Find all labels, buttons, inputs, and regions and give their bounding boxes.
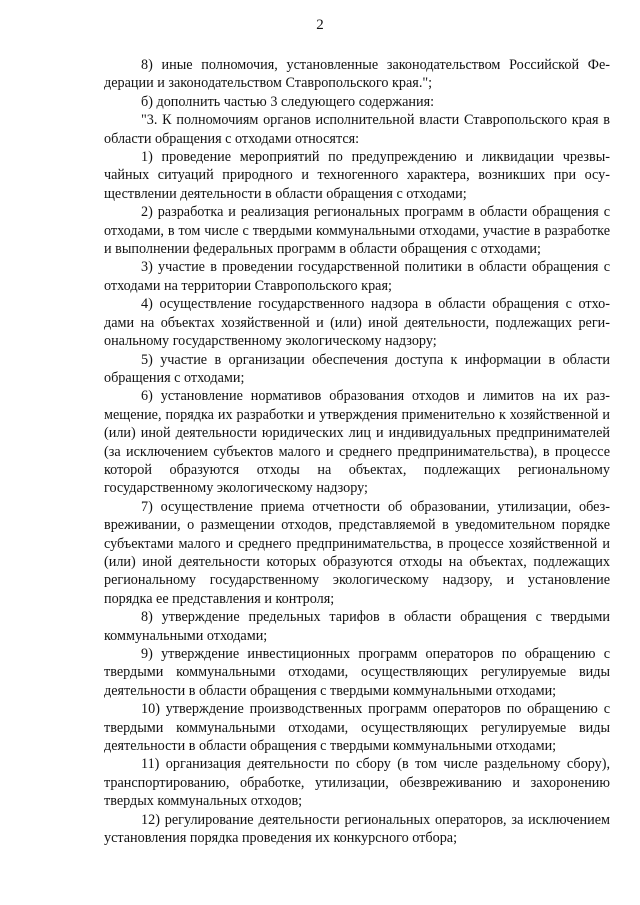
paragraph-item-12: 12) регулирование деятельности региональных операторов, за исключением установления порядка проведения их конкурсного отбора;	[104, 811, 610, 847]
paragraph-part-3-intro: "3. К полномочиям органов исполнительной власти Ставропольского края в области обращения с отходами относятся:	[104, 112, 610, 147]
paragraph-item-4: 4) осуществление государственного надзора в области обращения с отходами на объектах хозяйственной и (или) иной деятельности, подлежащих региональному государственному экологическому надзору;	[104, 296, 610, 350]
paragraph-item-8-other-powers: 8) иные полномочия, установленные законодательством Российской Федерации и законодательством Ставропольского края.";	[104, 57, 610, 92]
paragraph-item-7: 7) осуществление приема отчетности об образовании, утилизации, обезвреживании, о размещении отходов, представляемой в уведомительном порядке субъектами малого и среднего предпринимательства, в процессе хозяйственной и (или) иной деятельности которых образуются отходы на объектах, подлежащих региональному государственному экологическому надзору, и установление порядка ее представления и контроля;	[104, 498, 610, 607]
paragraph-item-5: 5) участие в организации обеспечения доступа к информации в области обращения с отходами;	[104, 351, 610, 386]
paragraph-item-3: 3) участие в проведении государственной политики в области обращения с отходами на территории Ставропольского края;	[104, 259, 610, 294]
paragraph-item-11: 11) организация деятельности по сбору (в том числе раздельному сбору), транспортированию, обработке, утилизации, обезвреживанию и захоронению твердых коммунальных отходов;	[104, 756, 610, 810]
paragraph-item-2: 2) разработка и реализация региональных программ в области обращения с отходами, в том числе с твердыми коммунальными отходами, участие в разработке и выполнении федеральных программ в области обращения с отходами;	[104, 204, 610, 258]
page-number: 2	[316, 17, 324, 33]
paragraph-item-6: 6) установление нормативов образования отходов и лимитов на их размещение, порядка их разработки и утверждения применительно к хозяйственной и (или) иной деятельности юридических лиц и индивидуальных предпринимателей (за исключением субъектов малого и среднего предпринимательства), в процессе которой образуются отходы на объектах, подлежащих региональному государственному экологическому надзору;	[104, 388, 610, 497]
paragraph-amendment-b: б) дополнить частью 3 следующего содержания:	[141, 93, 435, 110]
paragraph-item-9: 9) утверждение инвестиционных программ операторов по обращению с твердыми коммунальными отходами, осуществляющих регулируемые виды деятельности в области обращения с твердыми коммунальными отходами;	[104, 646, 610, 699]
document-body	[104, 56, 610, 847]
paragraph-item-8: 8) утверждение предельных тарифов в области обращения с твердыми коммунальными отходами;	[104, 609, 610, 644]
paragraph-item-1: 1) проведение мероприятий по предупреждению и ликвидации чрезвычайных ситуаций природного и техногенного характера, возникших при осуществлении деятельности в области обращения с отходами;	[104, 149, 610, 202]
paragraph-item-10: 10) утверждение производственных программ операторов по обращению с твердыми коммунальными отходами, осуществляющих регулируемые виды деятельности в области обращения с твердыми коммунальными отходами;	[104, 701, 610, 755]
